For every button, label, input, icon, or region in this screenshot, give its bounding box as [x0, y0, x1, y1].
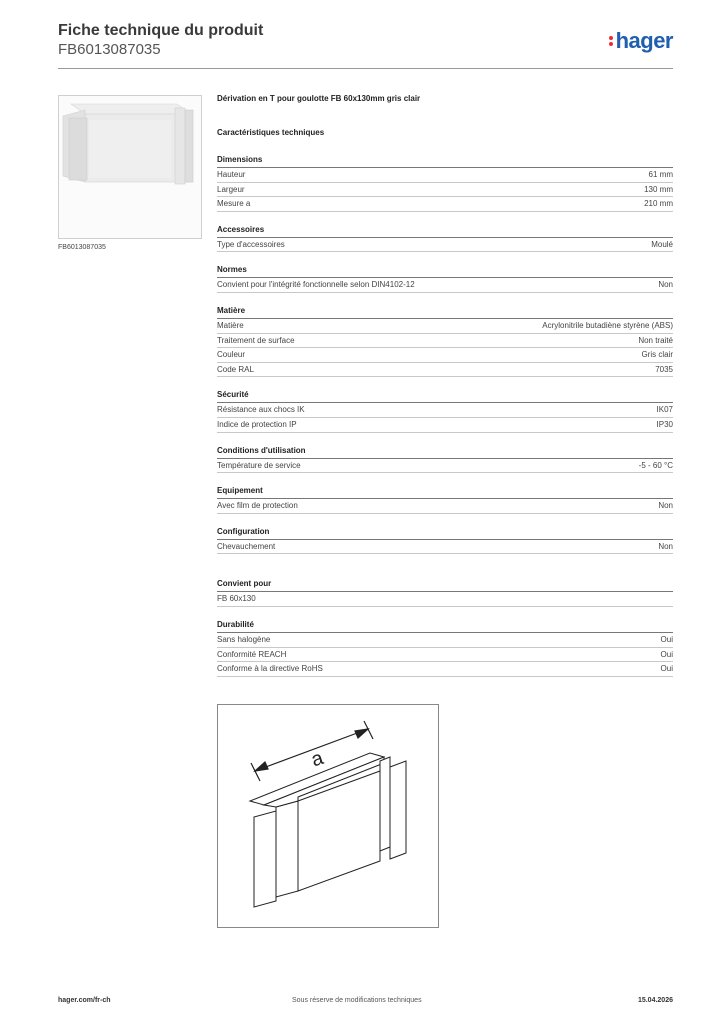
photo-caption: FB6013087035 [58, 244, 106, 251]
section-durabilite [217, 619, 673, 677]
section-normes [217, 264, 673, 293]
spec-label: Hauteur [217, 170, 246, 179]
spec-value: Acrylonitrile butadiène styrène (ABS) [542, 320, 673, 330]
spec-row [217, 319, 673, 334]
page-title: Fiche technique du produit [58, 22, 264, 39]
spec-row [217, 363, 673, 378]
section-title: Accessoires [217, 224, 673, 238]
spec-label: Convient pour l'intégrité fonctionnelle selon DIN4102-12 [217, 280, 415, 290]
technical-drawing [217, 704, 439, 928]
spec-label: Conformité REACH [217, 649, 287, 659]
spec-row [217, 459, 673, 474]
footer-disclaimer: Sous réserve de modifications techniques [292, 997, 422, 1004]
section-conditions [217, 445, 673, 474]
section-equipement [217, 485, 673, 514]
section-convient-pour [217, 578, 673, 607]
spec-row [217, 592, 673, 607]
spec-label: Indice de protection IP [217, 419, 297, 429]
spec-row [217, 168, 673, 183]
spec-label: Conforme à la directive RoHS [217, 664, 323, 674]
section-title: Dimensions [217, 154, 673, 168]
spec-label: Code RAL [217, 364, 254, 374]
spec-value: 7035 [655, 364, 673, 374]
section-securite [217, 389, 673, 432]
spec-row [217, 278, 673, 293]
dimension-label-a: a [308, 747, 326, 772]
spec-value: Non [658, 280, 673, 290]
section-accessoires [217, 224, 673, 253]
logo-dots-icon [609, 34, 615, 48]
spec-value: Oui [660, 664, 673, 674]
spec-value: 130 mm [644, 184, 673, 194]
spec-value: 210 mm [644, 199, 673, 209]
section-title: Durabilité [217, 619, 673, 633]
product-reference: FB6013087035 [58, 41, 161, 58]
spec-value: IK07 [656, 405, 673, 415]
section-title: Convient pour [217, 578, 673, 592]
product-photo [58, 95, 202, 239]
spec-value: 61 mm [648, 170, 673, 179]
section-title: Conditions d'utilisation [217, 445, 673, 459]
spec-row [217, 499, 673, 514]
spec-row [217, 403, 673, 418]
section-dimensions [217, 154, 673, 212]
footer-website-link[interactable]: hager.com/fr-ch [58, 997, 111, 1004]
header-divider [58, 68, 673, 69]
spec-value: -5 - 60 °C [638, 460, 673, 470]
spec-value: Moulé [651, 239, 673, 249]
spec-label: Sans halogène [217, 634, 271, 644]
tee-drawing-icon [218, 705, 438, 927]
tech-title: Caractéristiques techniques [217, 128, 325, 137]
spec-row [217, 238, 673, 253]
page-header [58, 22, 673, 68]
section-matiere [217, 305, 673, 377]
spec-label: Température de service [217, 460, 301, 470]
section-configuration [217, 526, 673, 555]
spec-label: Résistance aux chocs IK [217, 405, 305, 415]
spec-value: Non traité [638, 335, 673, 345]
spec-label: Matière [217, 320, 244, 330]
hager-logo[interactable] [609, 28, 673, 54]
product-photo-icon [59, 96, 201, 238]
spec-label: Traitement de surface [217, 335, 295, 345]
spec-value: Non [658, 501, 673, 511]
spec-label: Mesure a [217, 199, 251, 209]
spec-row [217, 418, 673, 433]
section-title: Normes [217, 264, 673, 278]
section-title: Configuration [217, 526, 673, 540]
spec-value: Oui [660, 649, 673, 659]
spec-value: Non [658, 541, 673, 551]
spec-value: Oui [660, 634, 673, 644]
spec-row [217, 633, 673, 648]
spec-label: Chevauchement [217, 541, 276, 551]
spec-row [217, 662, 673, 677]
spec-label: Avec film de protection [217, 501, 298, 511]
section-title: Sécurité [217, 389, 673, 403]
spec-value: Gris clair [641, 350, 673, 360]
spec-value: IP30 [656, 419, 673, 429]
product-name: Dérivation en T pour goulotte FB 60x130mm gris clair [217, 94, 421, 103]
footer-date: 15.04.2026 [637, 997, 673, 1004]
section-title: Matière [217, 305, 673, 319]
spec-label: Couleur [217, 350, 246, 360]
spec-label: FB 60x130 [217, 594, 256, 604]
section-title: Equipement [217, 485, 673, 499]
logo-text: hager [615, 28, 673, 53]
spec-label: Largeur [217, 184, 245, 194]
spec-row [217, 334, 673, 349]
spec-label: Type d'accessoires [217, 239, 285, 249]
spec-row [217, 348, 673, 363]
spec-row [217, 540, 673, 555]
spec-row [217, 183, 673, 198]
product-specs [217, 94, 673, 712]
spec-row [217, 197, 673, 212]
spec-row [217, 648, 673, 663]
